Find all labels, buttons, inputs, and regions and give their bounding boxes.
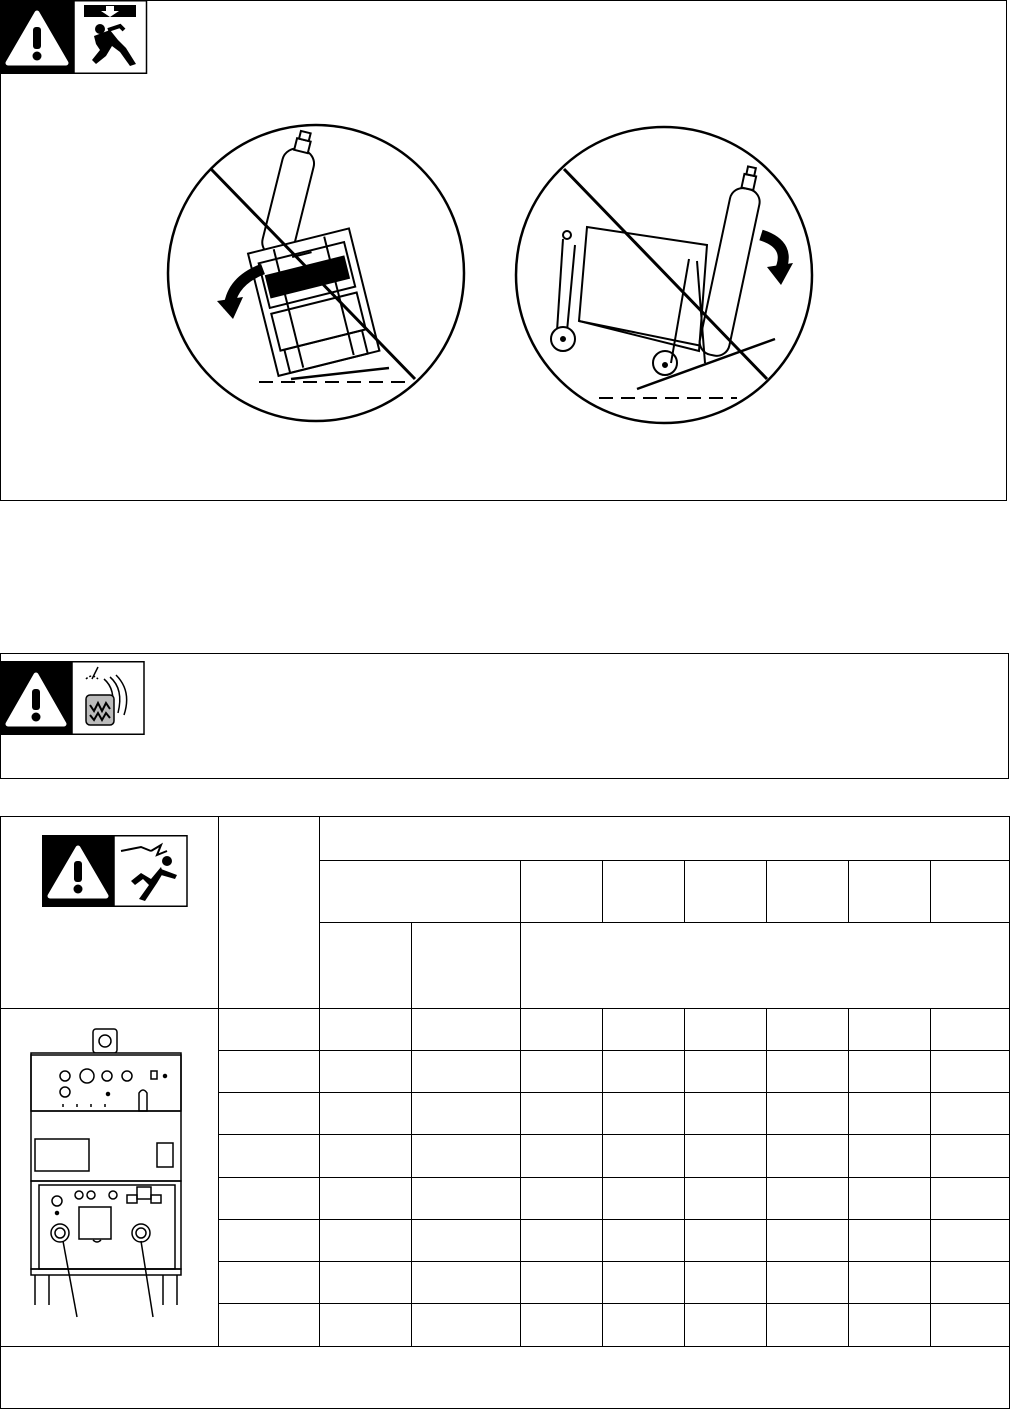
table-subheader-cell: [320, 861, 521, 923]
table-subheader-cell: [685, 861, 767, 923]
tipping-hazard-box: [0, 0, 1007, 501]
tipping-welder-illustration: [168, 125, 464, 421]
table-subheader-cell: [603, 861, 685, 923]
weld-cable-size-table: [0, 816, 1010, 1409]
welder-front-panel-illustration: [1, 1009, 219, 1345]
table-header-icon-cell: [1, 817, 219, 1009]
table-header-group-cell: [320, 817, 1010, 861]
table-footer-cell: [1, 1346, 1010, 1408]
table-cell: [219, 1008, 320, 1050]
emf-hazard-box: [0, 653, 1009, 779]
table-cell: [412, 1008, 521, 1050]
table-cell: [320, 1008, 412, 1050]
table-cell: [603, 1008, 685, 1050]
table-cell: [849, 1008, 931, 1050]
table-header-blank-cell: [219, 817, 320, 1009]
tipping-cart-illustration: [516, 127, 812, 423]
table-warning-icons: [1, 817, 219, 1007]
table-cell: [685, 1008, 767, 1050]
table-cell: [931, 1008, 1010, 1050]
table-subheader-cell: [767, 861, 849, 923]
welder-illustration-cell: [1, 1008, 219, 1346]
table-subheader-cell: [931, 861, 1010, 923]
table-cell: [767, 1008, 849, 1050]
table-subheader-cell: [521, 861, 603, 923]
table-cell: [521, 1008, 603, 1050]
emf-hazard-icons: [0, 661, 146, 735]
table-subheader-cell: [320, 923, 412, 1008]
table-subheader-cell: [849, 861, 931, 923]
table-subheader-cell: [521, 923, 1010, 1008]
table-subheader-cell: [412, 923, 521, 1008]
tipping-illustrations: [1, 1, 1006, 500]
